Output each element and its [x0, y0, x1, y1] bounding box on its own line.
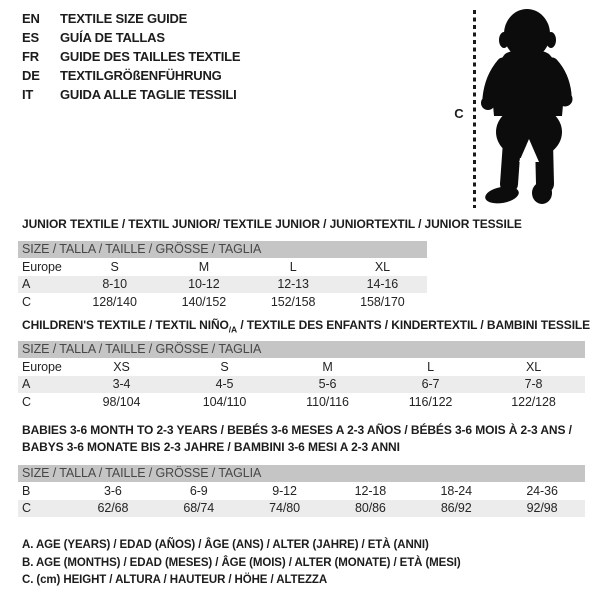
- table-cell: 62/68: [97, 501, 129, 516]
- table-cell: XL: [525, 359, 542, 374]
- table-cell: 158/170: [360, 294, 405, 309]
- table-row: [18, 500, 585, 518]
- row-label: Europe: [22, 359, 62, 374]
- footnotes: [22, 537, 461, 590]
- children-table-title: [22, 317, 590, 338]
- table-row: [18, 358, 585, 376]
- table-cell: 10-12: [188, 277, 220, 292]
- language-title: GUIDE DES TAILLES TEXTILE: [60, 49, 241, 64]
- table-cell: 12-13: [277, 277, 309, 292]
- language-row-de: [22, 66, 240, 85]
- row-label: Europe: [22, 259, 62, 274]
- table-cell: 152/158: [270, 294, 316, 309]
- table-row: [18, 393, 585, 411]
- table-cell: 68/74: [183, 501, 215, 516]
- table-cell: M: [198, 259, 210, 274]
- table-cell: 3-6: [104, 483, 122, 498]
- footnote-a: A. AGE (YEARS) / EDAD (AÑOS) / ÂGE (ANS) / ALTER (JAHRE) / ETÀ (ANNI): [22, 539, 429, 551]
- language-code: FR: [22, 49, 39, 64]
- table-cell: L: [427, 359, 434, 374]
- table-cell: 5-6: [318, 377, 337, 392]
- children-title-subscript: /A: [228, 324, 238, 335]
- row-label: C: [22, 294, 31, 309]
- table-cell: 6-7: [421, 377, 440, 392]
- language-row-es: [22, 28, 240, 47]
- language-list: [22, 9, 240, 104]
- table-cell: M: [322, 359, 333, 374]
- table-cell: S: [220, 359, 229, 374]
- children-title-post: / TEXTILE DES ENFANTS / KINDERTEXTIL / BAMBINI TESSILE: [237, 318, 591, 332]
- language-code: DE: [22, 68, 40, 83]
- table-cell: 7-8: [524, 377, 543, 392]
- language-row-en: [22, 9, 240, 28]
- table-cell: 122/128: [511, 394, 556, 409]
- table-row: [18, 376, 585, 394]
- table-cell: 18-24: [440, 483, 472, 498]
- baby-right-ear: [546, 32, 556, 48]
- table-cell: 92/98: [526, 501, 558, 516]
- children-table: [18, 341, 585, 411]
- baby-right-foot: [532, 182, 552, 204]
- footnote-b: B. AGE (MONTHS) / EDAD (MESES) / ÂGE (MOIS) / ALTER (MONATE) / ETÀ (MESI): [22, 556, 461, 569]
- language-title: GUÍA DE TALLAS: [60, 30, 165, 45]
- table-cell: XS: [113, 359, 130, 374]
- table-cell: 104/110: [202, 394, 247, 409]
- language-title: TEXTILGRÖßENFÜHRUNG: [60, 68, 222, 83]
- babies-title-line1: BABIES 3-6 MONTH TO 2-3 YEARS / BEBÉS 3-6 MESES A 2-3 AÑOS / BÉBÉS 3-6 MOIS À 2-3 ANS /: [22, 423, 572, 437]
- table-cell: 128/140: [92, 294, 137, 309]
- table-cell: 80/86: [355, 501, 386, 516]
- size-header-bar: SIZE / TALLA / TAILLE / GRÖSSE / TAGLIA: [18, 341, 585, 358]
- table-row: [18, 258, 427, 276]
- babies-table-title: [22, 422, 572, 456]
- language-row-it: [22, 85, 240, 104]
- language-code: ES: [22, 30, 39, 45]
- table-cell: 116/122: [408, 394, 453, 409]
- table-cell: 12-18: [354, 483, 387, 498]
- row-label: B: [22, 483, 31, 498]
- table-cell: 9-12: [272, 483, 297, 498]
- language-title: TEXTILE SIZE GUIDE: [60, 11, 188, 26]
- table-row: [18, 276, 427, 294]
- junior-size-grid: [18, 258, 427, 311]
- height-measure-dashed-line: [473, 10, 476, 208]
- table-cell: 8-10: [102, 277, 127, 292]
- table-cell: 24-36: [526, 483, 558, 498]
- row-label: C: [22, 501, 31, 516]
- table-cell: S: [110, 259, 119, 274]
- language-code: EN: [22, 11, 40, 26]
- table-row: [18, 482, 585, 500]
- table-cell: 6-9: [189, 483, 208, 498]
- table-row: [18, 293, 427, 311]
- babies-title-line2: BABYS 3-6 MONATE BIS 2-3 JAHRE / BAMBINI 3-6 MESI A 2-3 ANNI: [22, 440, 400, 454]
- language-code: IT: [22, 87, 34, 102]
- table-cell: 74/80: [269, 501, 300, 516]
- children-size-grid: [18, 358, 585, 411]
- baby-right-leg: [544, 142, 545, 184]
- table-cell: 14-16: [366, 277, 399, 292]
- junior-table-title: JUNIOR TEXTILE / TEXTIL JUNIOR/ TEXTILE JUNIOR / JUNIORTEXTIL / JUNIOR TESSILE: [22, 217, 522, 231]
- babies-table: [18, 465, 585, 517]
- table-cell: 4-5: [215, 377, 234, 392]
- baby-left-ear: [499, 32, 509, 48]
- table-cell: XL: [374, 259, 390, 274]
- size-header-bar: SIZE / TALLA / TAILLE / GRÖSSE / TAGLIA: [18, 465, 585, 482]
- table-cell: 98/104: [102, 394, 141, 409]
- baby-head: [504, 9, 550, 59]
- footnote-c: C. (cm) HEIGHT / ALTURA / HAUTEUR / HÖHE / ALTEZZA: [22, 574, 328, 587]
- language-title: GUIDA ALLE TAGLIE TESSILI: [60, 87, 237, 102]
- size-header-bar: SIZE / TALLA / TAILLE / GRÖSSE / TAGLIA: [18, 241, 427, 258]
- table-cell: 140/152: [181, 294, 227, 309]
- height-measure-label: C: [454, 106, 464, 121]
- table-cell: 3-4: [112, 377, 131, 392]
- row-label: A: [22, 377, 31, 392]
- row-label: A: [22, 277, 31, 292]
- baby-left-leg: [509, 142, 512, 184]
- table-cell: L: [289, 259, 297, 274]
- table-cell: 110/116: [306, 394, 349, 409]
- table-cell: 86/92: [440, 501, 472, 516]
- junior-table: [18, 241, 427, 311]
- children-title-pre: CHILDREN'S TEXTILE / TEXTIL NIÑO: [22, 318, 229, 332]
- babies-size-grid: [18, 482, 585, 517]
- baby-silhouette-icon: [478, 6, 578, 206]
- language-row-fr: [22, 47, 240, 66]
- row-label: C: [22, 394, 31, 409]
